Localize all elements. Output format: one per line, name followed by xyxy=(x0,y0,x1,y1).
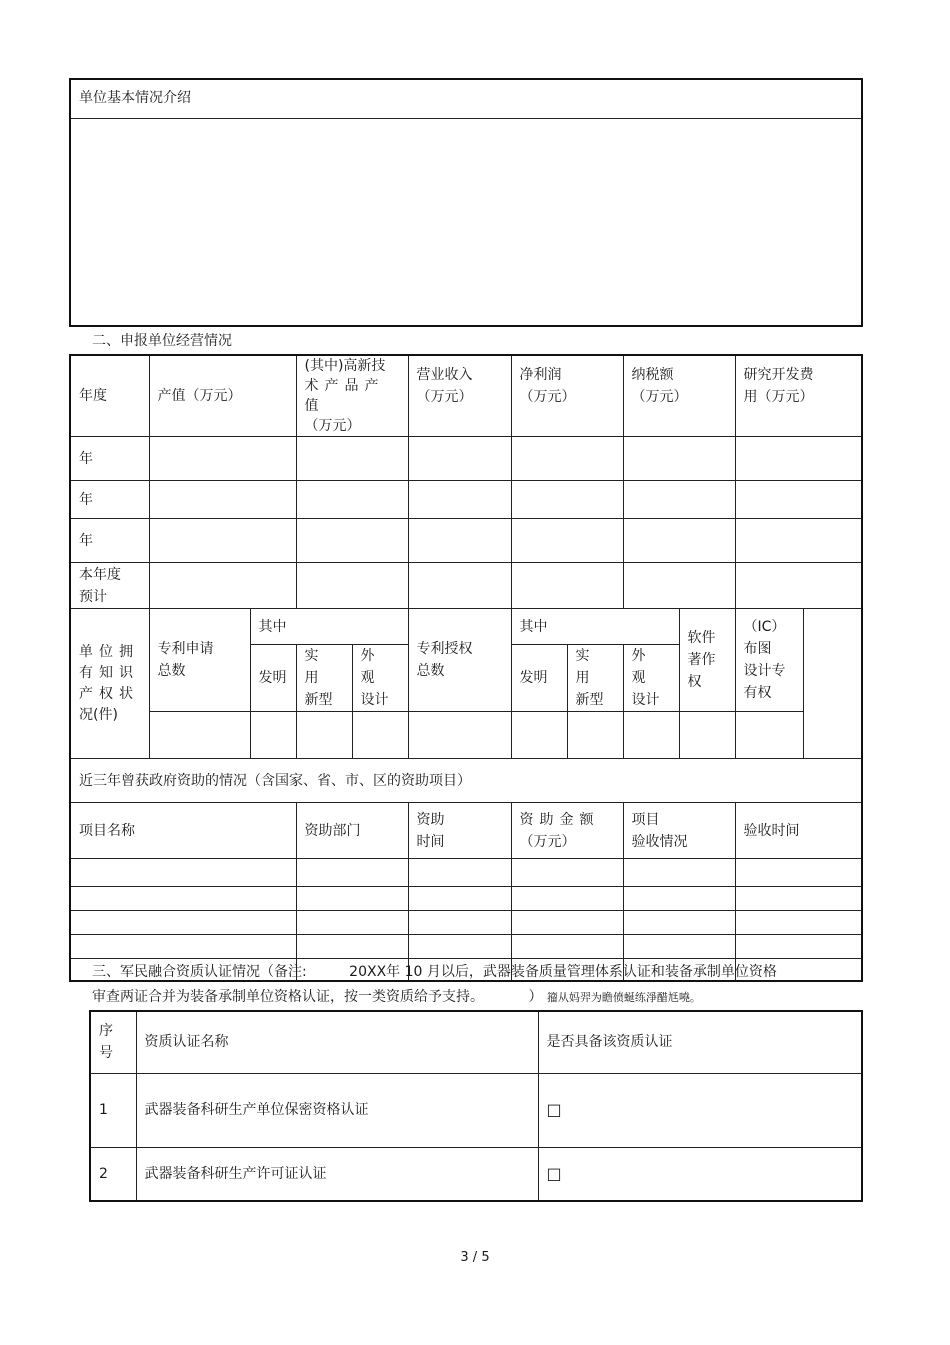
cert-col-has: 是否具备该资质认证 xyxy=(538,1011,862,1073)
cell-input[interactable] xyxy=(296,911,408,935)
funding-acceptance-time: 验收时间 xyxy=(735,803,862,859)
funding-acceptance-l2: 验收情况 xyxy=(631,833,688,850)
cert-col-no xyxy=(90,1011,136,1073)
cell-input[interactable] xyxy=(511,519,623,563)
operations-table xyxy=(69,354,863,982)
design-l2: 设计 xyxy=(360,692,389,708)
cell-input[interactable] xyxy=(735,563,862,609)
funding-amount-l1: 资助金额 xyxy=(519,811,600,828)
cell-input[interactable] xyxy=(149,712,250,759)
software-l2: 著作权 xyxy=(687,652,716,690)
cert-row-no: 2 xyxy=(90,1147,136,1201)
ip-label-l2: 有知识 xyxy=(79,664,139,681)
cert-row-checkbox[interactable]: □ xyxy=(538,1147,862,1201)
utility-l2: 新型 xyxy=(304,692,333,708)
col-rd xyxy=(735,355,862,437)
cell-input[interactable] xyxy=(250,712,296,759)
section2-title: 二、申报单位经营情况 xyxy=(92,333,232,349)
cell-input[interactable] xyxy=(511,911,623,935)
col-profit xyxy=(511,355,623,437)
design2-l1: 外观 xyxy=(631,648,652,686)
patent-apply-l2: 总数 xyxy=(157,663,186,679)
section3-line1-a: 三、军民融合资质认证情况（备注: xyxy=(92,964,307,980)
col-hightech xyxy=(296,355,408,437)
cell-input[interactable] xyxy=(408,935,511,959)
funding-amount-l2: （万元） xyxy=(519,833,576,850)
ic-layout xyxy=(735,609,803,712)
funding-acceptance xyxy=(623,803,735,859)
design2-l2: 设计 xyxy=(631,692,660,708)
cell-input[interactable] xyxy=(735,481,862,519)
cell-input[interactable] xyxy=(296,481,408,519)
col-profit-l2: （万元） xyxy=(519,389,576,405)
ip-label xyxy=(70,609,149,759)
funding-time-l1: 资助 xyxy=(416,811,445,828)
cell-input[interactable] xyxy=(735,935,862,959)
current-year-label xyxy=(70,563,149,609)
patent-grant-l1: 专利授权 xyxy=(416,641,473,657)
software-copyright xyxy=(679,609,735,712)
cell-input[interactable] xyxy=(296,437,408,481)
intro-content-area[interactable] xyxy=(71,119,861,324)
utility-label xyxy=(296,645,352,712)
cell-input[interactable] xyxy=(623,563,735,609)
col-revenue xyxy=(408,355,511,437)
cell-input[interactable] xyxy=(735,437,862,481)
cert-row-name: 武器装备科研生产许可证认证 xyxy=(136,1147,538,1201)
utility-l1: 实用 xyxy=(304,648,325,686)
intro-title: 单位基本情况介绍 xyxy=(71,80,861,119)
cell-input[interactable] xyxy=(623,481,735,519)
patent-grant-total xyxy=(408,609,511,712)
col-rd-l1: 研究开发费 xyxy=(743,367,814,383)
patent-apply-l1: 专利申请 xyxy=(157,641,214,657)
cell-input[interactable] xyxy=(408,911,511,935)
cell-input[interactable] xyxy=(408,859,511,887)
funding-department: 资助部门 xyxy=(296,803,408,859)
cell-input[interactable] xyxy=(149,563,296,609)
cell-input[interactable] xyxy=(623,859,735,887)
cell-input[interactable] xyxy=(296,712,352,759)
utility2-l1: 实用 xyxy=(575,648,596,686)
cell-input[interactable] xyxy=(511,887,623,911)
cell-input[interactable] xyxy=(70,887,296,911)
cell-input[interactable] xyxy=(735,887,862,911)
col-tax-l2: （万元） xyxy=(631,389,688,405)
ic-l1: （IC）布图 xyxy=(743,619,786,657)
ip-label-l1: 单位拥 xyxy=(79,643,139,660)
col-rd-l2: 用（万元） xyxy=(743,389,814,405)
design-l1: 外观 xyxy=(360,648,381,686)
page-number: 3 / 5 xyxy=(460,1250,490,1265)
cell-input[interactable] xyxy=(352,712,408,759)
patent-apply-total xyxy=(149,609,250,712)
of-which-label-2: 其中 xyxy=(511,609,679,645)
section3-line1-b: 20XX年 10 月以后，武器装备质量管理体系认证和装备承制单位资格 xyxy=(349,964,777,980)
cert-row-checkbox[interactable]: □ xyxy=(538,1073,862,1147)
cell-input[interactable] xyxy=(623,712,679,759)
cell-input[interactable] xyxy=(70,859,296,887)
software-l1: 软件 xyxy=(687,630,716,646)
current-year-l2: 预计 xyxy=(79,588,107,605)
cell-input[interactable] xyxy=(408,437,511,481)
section3-line2-b: ） xyxy=(528,989,543,1005)
funding-time-l2: 时间 xyxy=(416,833,445,850)
ip-label-l3: 产权状 xyxy=(79,685,139,702)
cert-row-name: 武器装备科研生产单位保密资格认证 xyxy=(136,1073,538,1147)
cell-input[interactable] xyxy=(149,481,296,519)
cell-input[interactable] xyxy=(511,563,623,609)
cell-input[interactable] xyxy=(296,859,408,887)
cell-input[interactable] xyxy=(623,437,735,481)
cell-input[interactable] xyxy=(679,712,735,759)
section3-line2-garbled: 籀从妈羿为瞻偾蜒练淨醋尪嘵。 xyxy=(546,991,701,1004)
cell-input[interactable] xyxy=(408,712,511,759)
invention-label: 发明 xyxy=(250,645,296,712)
cell-input[interactable] xyxy=(70,911,296,935)
col-year: 年度 xyxy=(70,355,149,437)
cert-row-no: 1 xyxy=(90,1073,136,1147)
cell-input[interactable] xyxy=(623,935,735,959)
cell-input[interactable] xyxy=(149,437,296,481)
of-which-label: 其中 xyxy=(250,609,408,645)
utility-label-2 xyxy=(567,645,623,712)
cell-input[interactable] xyxy=(735,712,803,759)
cell-input[interactable] xyxy=(735,859,862,887)
current-year-l1: 本年度 xyxy=(79,566,121,583)
funding-amount xyxy=(511,803,623,859)
col-hightech-l3: （万元） xyxy=(304,418,361,434)
cell-input[interactable] xyxy=(623,911,735,935)
section3-line2 xyxy=(92,986,701,1006)
cell-input[interactable] xyxy=(296,563,408,609)
funding-acceptance-l1: 项目 xyxy=(631,811,660,828)
col-tax-l1: 纳税额 xyxy=(631,367,674,383)
col-output: 产值（万元） xyxy=(149,355,296,437)
cell-input[interactable] xyxy=(408,519,511,563)
col-tax xyxy=(623,355,735,437)
year-row-label: 年 xyxy=(70,437,149,481)
cell-input[interactable] xyxy=(511,437,623,481)
cell-input[interactable] xyxy=(623,519,735,563)
cell-input[interactable] xyxy=(296,519,408,563)
ic-l2: 设计专有权 xyxy=(743,663,786,701)
design-label xyxy=(352,645,408,712)
cell-input[interactable] xyxy=(408,887,511,911)
cell-input[interactable] xyxy=(735,911,862,935)
patent-grant-l2: 总数 xyxy=(416,663,445,679)
funding-time xyxy=(408,803,511,859)
cell-input[interactable] xyxy=(149,519,296,563)
cert-col-no-l2: 号 xyxy=(99,1045,113,1062)
invention-label-2: 发明 xyxy=(511,645,567,712)
intro-box xyxy=(69,78,863,327)
year-row-label: 年 xyxy=(70,481,149,519)
utility2-l2: 新型 xyxy=(575,692,604,708)
col-profit-l1: 净利润 xyxy=(519,367,562,383)
col-hightech-l1: (其中)高新技 xyxy=(304,358,386,374)
section3-line2-a: 审查两证合并为装备承制单位资格认证，按一类资质给予支持。 xyxy=(92,989,484,1005)
certification-table xyxy=(89,1010,863,1202)
year-row-label: 年 xyxy=(70,519,149,563)
section3-line1 xyxy=(92,961,777,981)
cell-input[interactable] xyxy=(70,935,296,959)
cell-input[interactable] xyxy=(408,563,511,609)
cell-input[interactable] xyxy=(296,887,408,911)
cert-col-no-l1: 序 xyxy=(99,1023,113,1040)
cell-input[interactable] xyxy=(567,712,623,759)
cell-input[interactable] xyxy=(511,935,623,959)
col-hightech-l2: 术产品产值 xyxy=(304,378,385,414)
cell-input[interactable] xyxy=(511,712,567,759)
cell-input[interactable] xyxy=(511,481,623,519)
funding-project-name: 项目名称 xyxy=(70,803,296,859)
cert-col-name: 资质认证名称 xyxy=(136,1011,538,1073)
cell-input[interactable] xyxy=(735,519,862,563)
ip-label-l4: 况(件) xyxy=(79,706,118,723)
design-label-2 xyxy=(623,645,679,712)
col-revenue-l1: 营业收入 xyxy=(416,367,473,383)
cell-input[interactable] xyxy=(296,935,408,959)
cell-input[interactable] xyxy=(623,887,735,911)
funding-title: 近三年曾获政府资助的情况（含国家、省、市、区的资助项目） xyxy=(70,759,862,803)
cell-input[interactable] xyxy=(511,859,623,887)
cell-input[interactable] xyxy=(408,481,511,519)
col-revenue-l2: （万元） xyxy=(416,389,473,405)
